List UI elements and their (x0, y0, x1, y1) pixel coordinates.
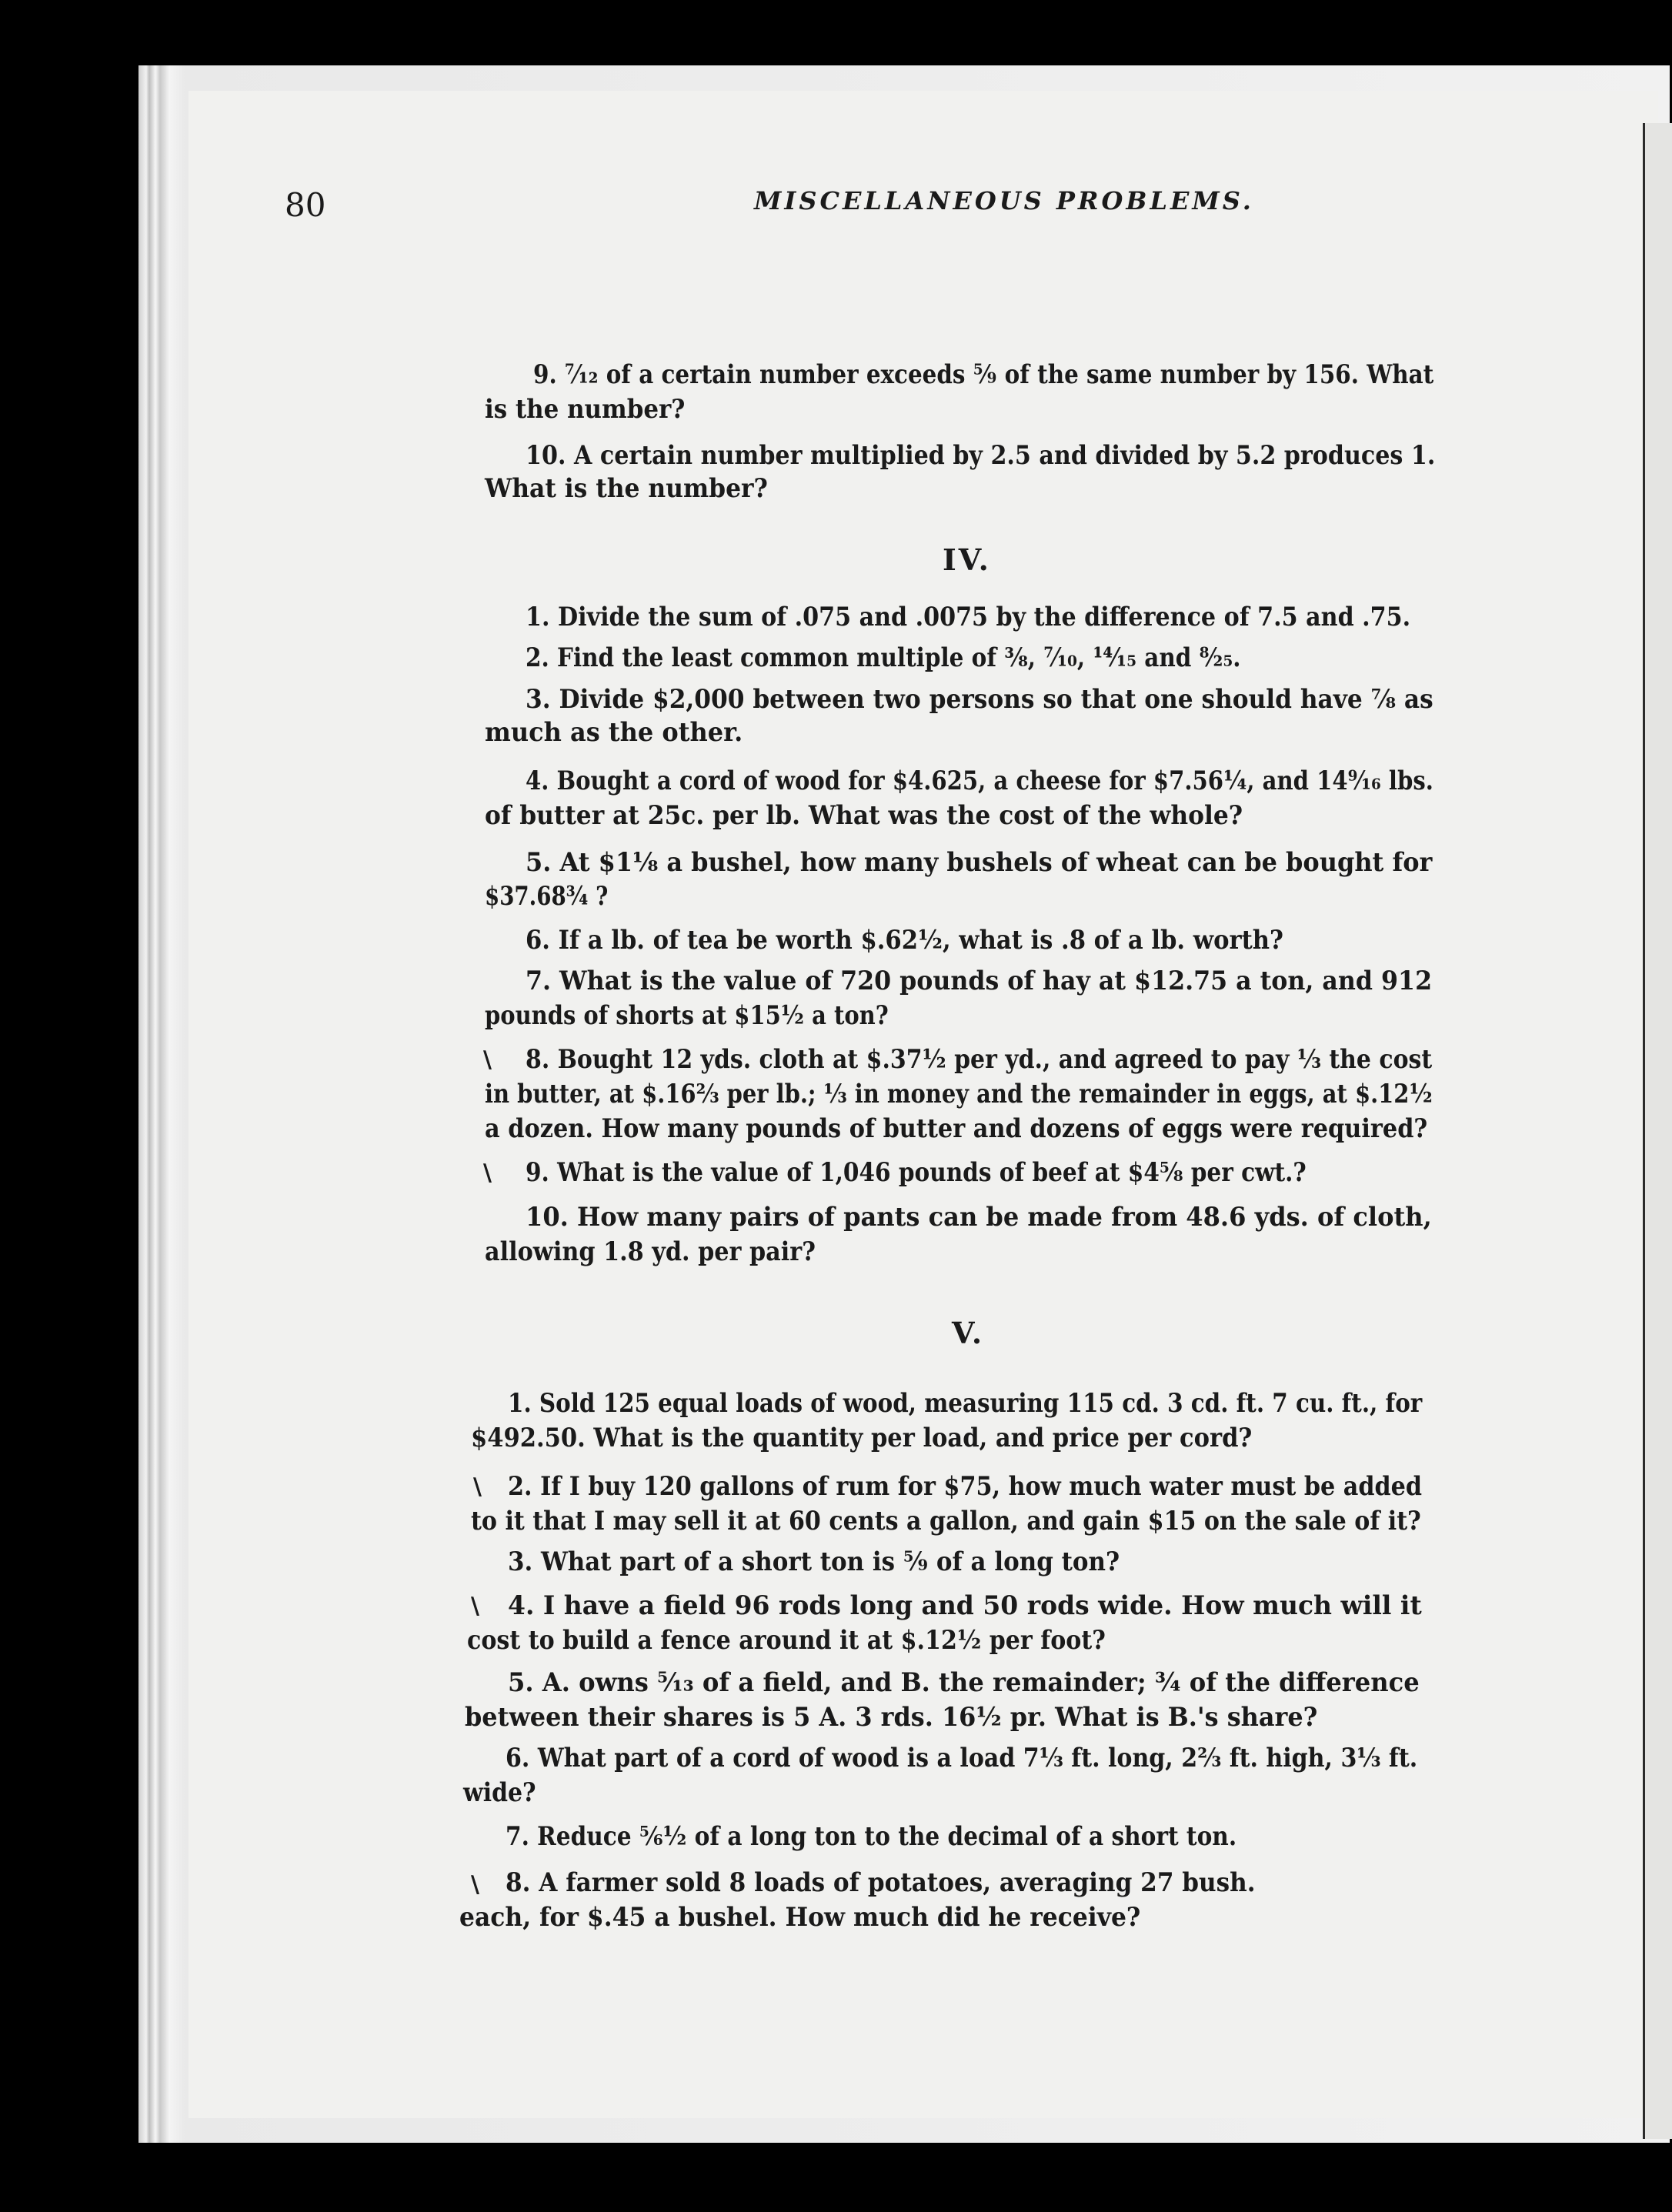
page-header (0, 186, 1672, 232)
text-line: 5. At $1⅛ a bushel, how many bushels of wheat can be bought for (526, 847, 1433, 878)
text-line: cost to build a fence around it at $.12½ per foot? (467, 1625, 1106, 1656)
section-heading: IV. (943, 542, 991, 577)
page-number: 80 (285, 186, 326, 224)
text-line: 2. If I buy 120 gallons of rum for $75, how much water must be added (508, 1471, 1423, 1502)
text-line: a dozen. How many pounds of butter and dozens of eggs were required? (485, 1113, 1428, 1144)
text-line: What is the number? (485, 473, 768, 504)
text-line: 9. ⁷⁄₁₂ of a certain number exceeds ⁵⁄₉ of the same number by 156. What (533, 359, 1434, 390)
text-line: 3. What part of a short ton is ⁵⁄₉ of a long ton? (508, 1546, 1120, 1577)
text-line: 10. How many pairs of pants can be made from 48.6 yds. of cloth, (526, 1202, 1432, 1233)
text-line: $37.68¾ ? (485, 881, 609, 912)
text-line: pounds of shorts at $15½ a ton? (485, 1000, 889, 1031)
text-line: $492.50. What is the quantity per load, and price per cord? (471, 1423, 1253, 1453)
text-line: 8. A farmer sold 8 loads of potatoes, averaging 27 bush. (506, 1867, 1256, 1898)
text-line: to it that I may sell it at 60 cents a gallon, and gain $15 on the sale of it? (471, 1506, 1421, 1536)
text-line: 6. If a lb. of tea be worth $.62½, what is .8 of a lb. worth? (526, 925, 1283, 956)
section-heading: V. (952, 1316, 985, 1350)
margin-check-mark: \ (471, 1593, 479, 1620)
facing-page-edge (1643, 123, 1672, 2139)
margin-check-mark: \ (471, 1871, 479, 1898)
text-line: of butter at 25c. per lb. What was the cost of the whole? (485, 800, 1243, 831)
text-line: 7. What is the value of 720 pounds of hay at $12.75 a ton, and 912 (526, 966, 1433, 996)
text-line: 4. I have a field 96 rods long and 50 rods wide. How much will it (508, 1590, 1422, 1621)
text-line: allowing 1.8 yd. per pair? (485, 1236, 816, 1267)
text-line: wide? (463, 1777, 536, 1808)
text-line: 4. Bought a cord of wood for $4.625, a cheese for $7.56¼, and 14⁹⁄₁₆ lbs. (526, 766, 1433, 796)
margin-check-mark: \ (473, 1473, 482, 1500)
text-line: is the number? (485, 394, 686, 425)
text-line: 3. Divide $2,000 between two persons so that one should have ⅞ as (526, 684, 1433, 715)
running-title: MISCELLANEOUS PROBLEMS. (754, 186, 1254, 215)
text-line: 7. Reduce ⅚½ of a long ton to the decimal of a short ton. (506, 1821, 1237, 1852)
text-line: 6. What part of a cord of wood is a load 7⅓ ft. long, 2⅔ ft. high, 3⅓ ft. (506, 1743, 1418, 1773)
text-line: 2. Find the least common multiple of ⅜, ⁷⁄₁₀, ¹⁴⁄₁₅ and ⁸⁄₂₅. (526, 642, 1241, 673)
text-line: 1. Sold 125 equal loads of wood, measuring 115 cd. 3 cd. ft. 7 cu. ft., for (508, 1388, 1423, 1419)
text-line: in butter, at $.16⅔ per lb.; ⅓ in money and the remainder in eggs, at $.12½ (485, 1079, 1433, 1109)
text-line: 1. Divide the sum of .075 and .0075 by the difference of 7.5 and .75. (526, 602, 1411, 632)
text-line: 5. A. owns ⁵⁄₁₃ of a field, and B. the remainder; ¾ of the difference (508, 1667, 1420, 1698)
margin-check-mark: \ (483, 1046, 492, 1073)
text-line: each, for $.45 a bushel. How much did he receive? (459, 1902, 1141, 1933)
text-line: between their shares is 5 A. 3 rds. 16½ pr. What is B.'s share? (465, 1702, 1318, 1733)
text-line: 8. Bought 12 yds. cloth at $.37½ per yd., and agreed to pay ⅓ the cost (526, 1044, 1433, 1075)
text-line: 9. What is the value of 1,046 pounds of beef at $4⅝ per cwt.? (526, 1157, 1307, 1188)
margin-check-mark: \ (483, 1159, 492, 1186)
text-line: 10. A certain number multiplied by 2.5 and divided by 5.2 produces 1. (526, 440, 1436, 471)
text-line: much as the other. (485, 717, 743, 748)
